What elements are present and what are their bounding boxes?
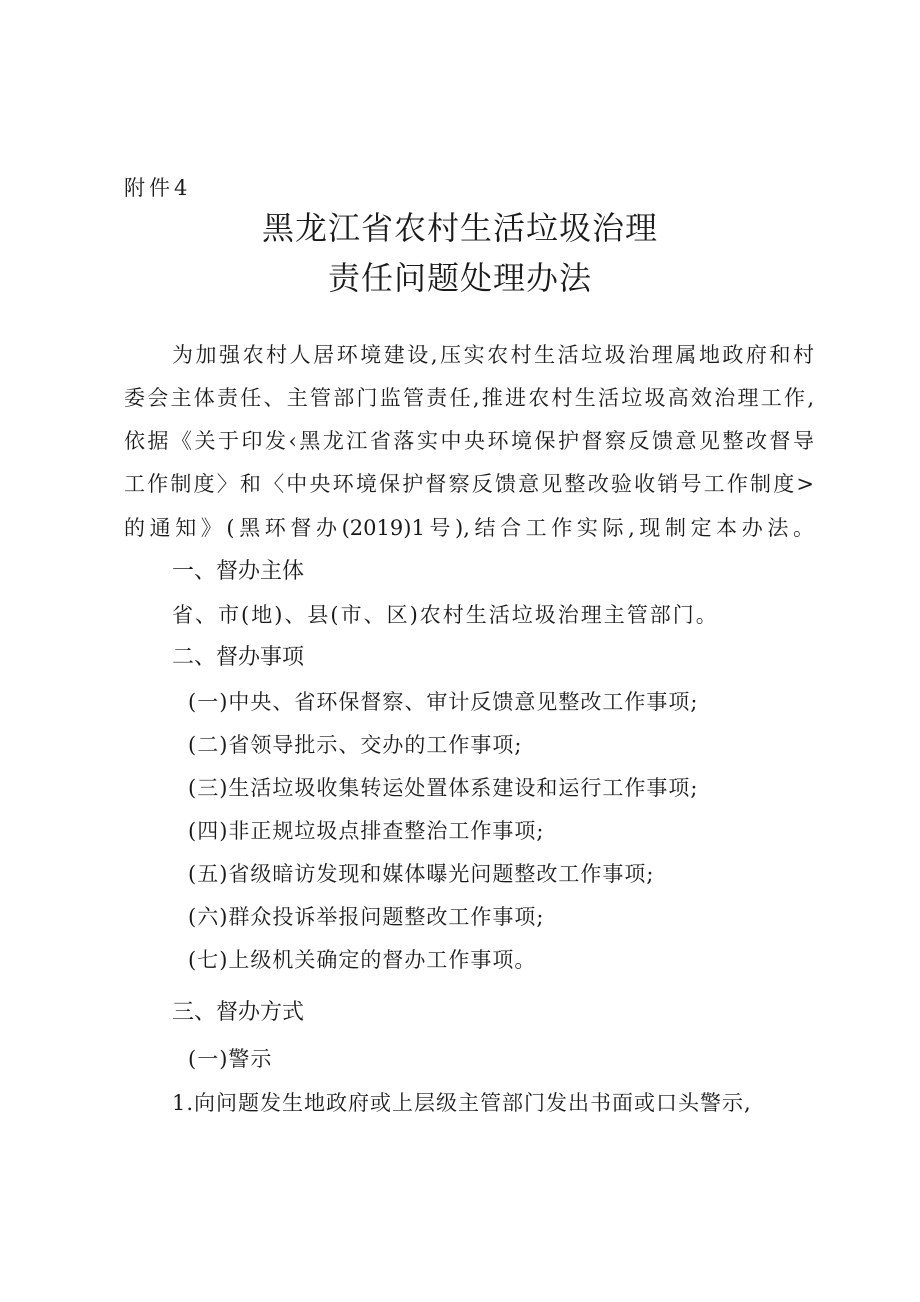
- section-2-item-2: (二)省领导批示、交办的工作事项;: [188, 733, 523, 757]
- section-3-item-1: 1.向问题发生地政府或上层级主管部门发出书面或口头警示,: [172, 1091, 752, 1115]
- section-heading-3: 三、督办方式: [172, 1000, 305, 1025]
- section-heading-2: 二、督办事项: [172, 645, 305, 670]
- section-2-item-6: (六)群众投诉举报问题整改工作事项;: [188, 905, 545, 929]
- document-title-line-1: 黑龙江省农村生活垃圾治理: [261, 209, 658, 247]
- section-2-item-4: (四)非正规垃圾点排查整治工作事项;: [188, 819, 545, 843]
- section-3-subheading-1: (一)警示: [188, 1047, 273, 1071]
- intro-line-1: 为加强农村人居环境建设,压实农村生活垃圾治理属地政府和村: [172, 343, 814, 367]
- section-2-item-5: (五)省级暗访发现和媒体曝光问题整改工作事项;: [188, 862, 655, 886]
- document-title-line-2: 责任问题处理办法: [327, 259, 592, 297]
- section-1-text: 省、市(地)、县(市、区)农村生活垃圾治理主管部门。: [172, 603, 719, 627]
- section-2-item-7: (七)上级机关确定的督办工作事项。: [188, 948, 537, 972]
- section-2-item-3: (三)生活垃圾收集转运处置体系建设和运行工作事项;: [188, 776, 699, 800]
- intro-line-2: 委会主体责任、主管部门监管责任,推进农村生活垃圾高效治理工作,: [124, 386, 814, 410]
- intro-line-5: 的通知》(黑环督办(2019)1号),结合工作实际,现制定本办法。: [124, 516, 814, 540]
- intro-line-4: 工作制度〉和〈中央环境保护督察反馈意见整改验收销号工作制度>: [124, 472, 814, 496]
- attachment-label: 附件4: [124, 176, 192, 200]
- section-2-item-1: (一)中央、省环保督察、审计反馈意见整改工作事项;: [188, 690, 699, 714]
- section-heading-1: 一、督办主体: [172, 559, 305, 584]
- intro-line-3: 依据《关于印发‹黑龙江省落实中央环境保护督察反馈意见整改督导: [124, 429, 814, 453]
